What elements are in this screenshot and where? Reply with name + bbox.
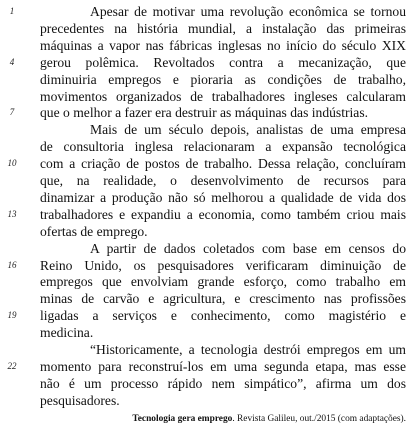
source-citation — [132, 412, 406, 426]
text-line: minas de carvão e agricultura, e crescimento nas profissões — [40, 291, 406, 307]
source-title: Tecnologia gera emprego — [132, 414, 233, 424]
text-line: medicina. — [40, 325, 94, 341]
source-details: . Revista Galileu, out./2015 (com adaptações). — [232, 414, 406, 424]
text-line: ofertas de emprego. — [40, 223, 148, 239]
line-number: 7 — [9, 107, 15, 118]
line-number: 16 — [7, 259, 17, 270]
line-number: 22 — [7, 360, 17, 371]
line-number: 13 — [7, 208, 17, 219]
text-line: que, na realidade, o desenvolvimento de recursos para — [40, 173, 406, 188]
text-line: trabalhadores e expandiu a economia, como também criou mais — [40, 206, 406, 222]
line-number: 19 — [7, 310, 17, 321]
text-line: com a criação de postos de trabalho. Dessa relação, concluíram — [40, 156, 406, 172]
text-line: diminuiria empregos e pioraria as condições de trabalho, — [40, 71, 406, 87]
line-number: 10 — [7, 158, 17, 169]
text-line: movimentos organizados de trabalhadores ingleses calcularam — [40, 88, 406, 104]
line-number: 1 — [9, 6, 15, 16]
line-number: 4 — [9, 56, 15, 67]
text-line: ligadas a serviços e conhecimento, como magistério e — [40, 308, 406, 324]
text-line: não é um processo rápido nem simpático”, afirma um dos — [40, 375, 406, 391]
text-line: Apesar de motivar uma revolução econômica se tornou — [90, 4, 406, 19]
text-line: máquinas a vapor nas fábricas inglesas no início do século XIX — [40, 37, 406, 53]
text-line: “Historicamente, a tecnologia destrói empregos em um — [90, 342, 406, 357]
text-line: pesquisadores. — [40, 392, 120, 408]
text-line: de consultoria inglesa relacionaram a expansão tecnológica — [40, 139, 406, 155]
text-line: dinamizar a produção não só melhorou a qualidade de vida dos — [40, 189, 406, 205]
text-line: gerou polêmica. Revoltados contra a mecanização, que — [40, 54, 406, 70]
text-line: momento para reconstruí-los em uma segunda etapa, mas esse — [40, 358, 406, 374]
text-line: Reino Unido, os pesquisadores verificaram diminuição de — [40, 257, 406, 273]
text-line: A partir de dados coletados com base em censos do — [90, 240, 406, 256]
text-line: Mais de um século depois, analistas de uma empresa — [90, 122, 406, 138]
text-line: que o melhor a fazer era destruir as máquinas das indústrias. — [40, 105, 369, 121]
text-line: empregos que envolviam grande esforço, como trabalho em — [40, 274, 406, 290]
text-line: precedentes na história mundial, a instalação das primeiras — [40, 20, 406, 36]
